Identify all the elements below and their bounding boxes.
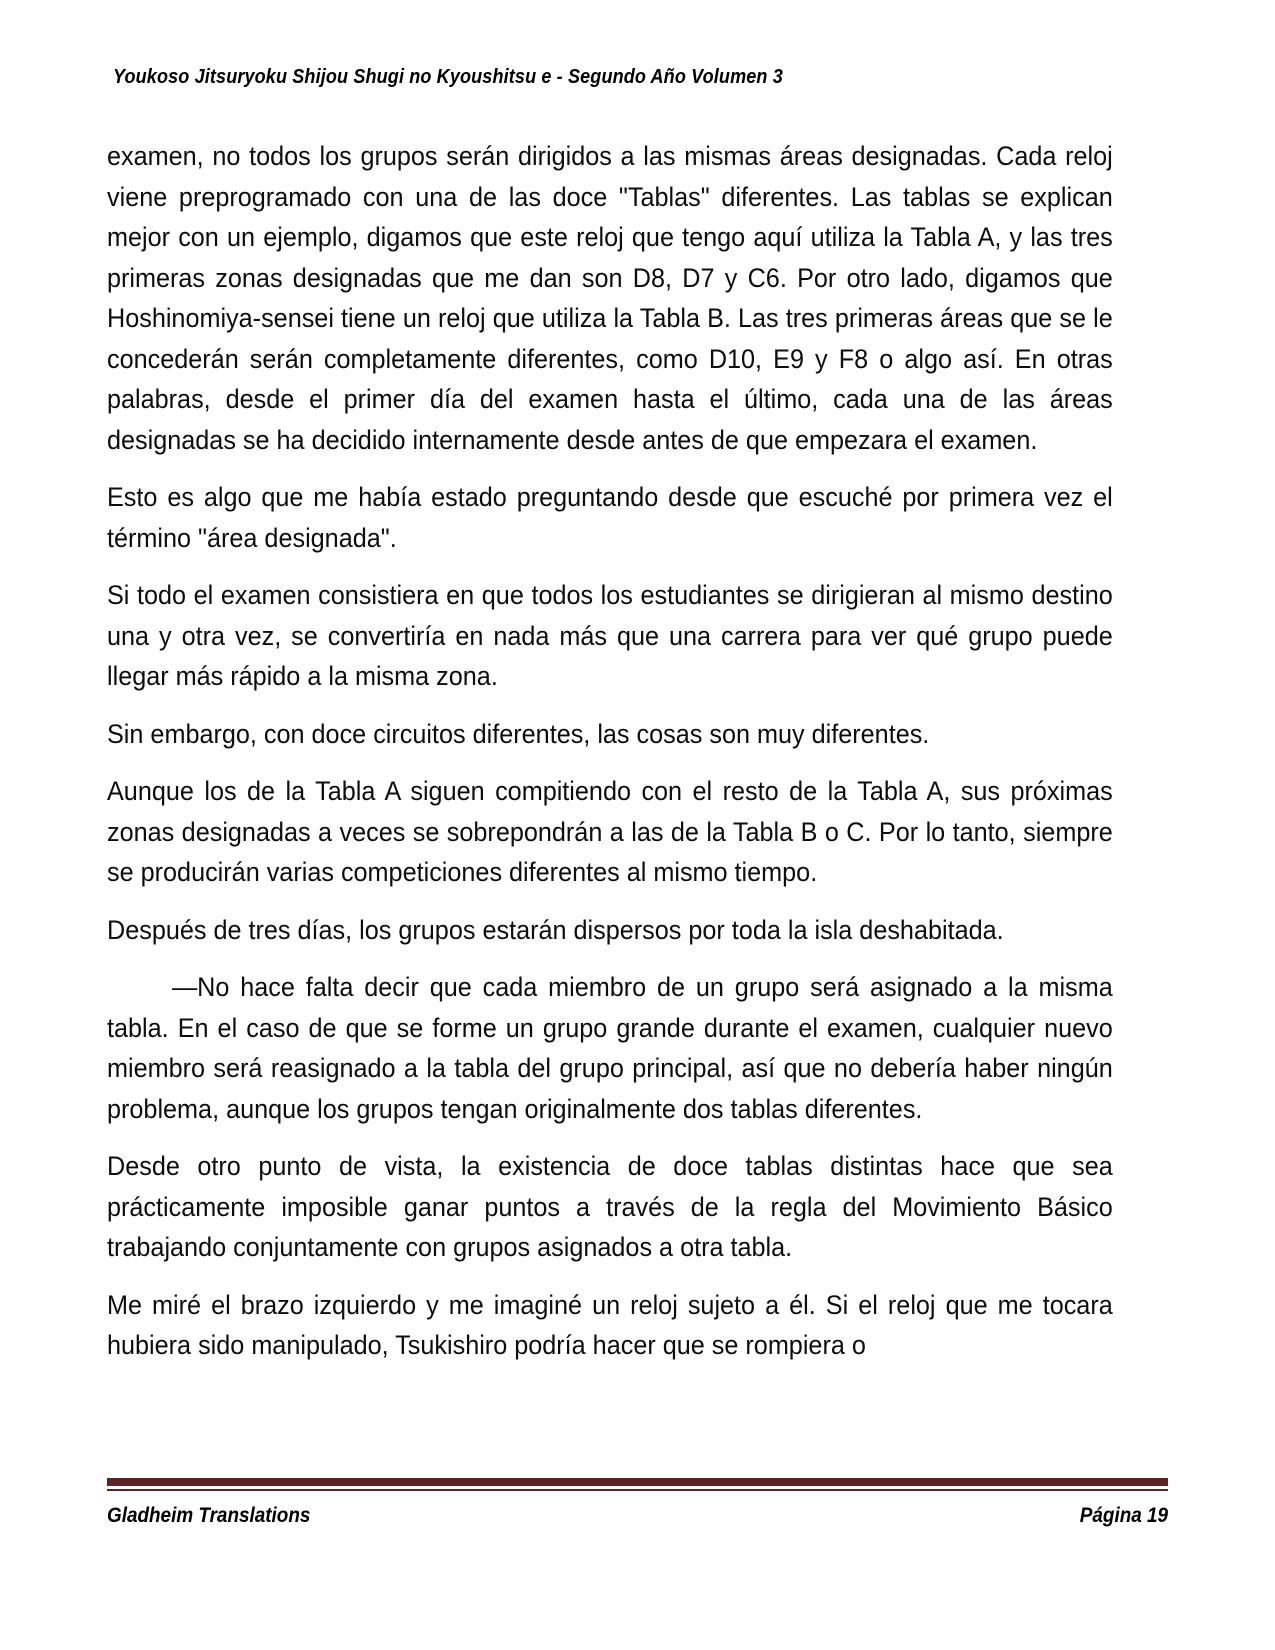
page-header [113, 66, 1162, 100]
body-paragraph: Me miré el brazo izquierdo y me imaginé un reloj sujeto a él. Si el reloj que me tocara hubiera sido manipulado, Tsukishiro podría hacer que se rompiera o [107, 1289, 1113, 1360]
footer-content [107, 1504, 1168, 1528]
body-paragraph: Aunque los de la Tabla A siguen compitiendo con el resto de la Tabla A, sus próximas zonas designadas a veces se sobrepondrán a las de la Tabla B o C. Por lo tanto, siempre se producirán varias competiciones diferentes al mismo tiempo. [107, 776, 1113, 887]
page-body [107, 136, 1113, 1366]
footer-page-number: Página 19 [1079, 1504, 1168, 1527]
body-paragraph: Desde otro punto de vista, la existencia de doce tablas distintas hace que sea prácticamente imposible ganar puntos a través de la regla del Movimiento Básico trabajando conjuntamente con grupos asignados a otra tabla. [107, 1151, 1113, 1262]
body-paragraph: examen, no todos los grupos serán dirigidos a las mismas áreas designadas. Cada reloj viene preprogramado con una de las doce "Tablas" diferentes. Las tablas se explican mejor con un ejemplo, digamos que este reloj que tengo aquí utiliza la Tabla A, y las tres primeras zonas designadas que me dan son D8, D7 y C6. Por otro lado, digamos que Hoshinomiya-sensei tiene un reloj que utiliza la Tabla B. Las tres primeras áreas que se le concederán serán completamente diferentes, como D10, E9 y F8 o algo así. En otras palabras, desde el primer día del examen hasta el último, cada una de las áreas designadas se ha decidido internamente desde antes de que empezara el examen. [107, 141, 1113, 455]
page-footer [107, 1478, 1168, 1528]
body-paragraph: Después de tres días, los grupos estarán dispersos por toda la isla deshabitada. [107, 914, 1004, 945]
footer-rule-thin [107, 1489, 1168, 1491]
footer-translator-credit: Gladheim Translations [107, 1504, 311, 1527]
header-title: Youkoso Jitsuryoku Shijou Shugi no Kyoushitsu e - Segundo Año Volumen 3 [113, 65, 783, 88]
body-paragraph-dialogue: —No hace falta decir que cada miembro de un grupo será asignado a la misma tabla. En el caso de que se forme un grupo grande durante el examen, cualquier nuevo miembro será reasignado a la tabla del grupo principal, así que no debería haber ningún problema, aunque los grupos tengan originalmente dos tablas diferentes. [107, 972, 1113, 1124]
body-paragraph: Esto es algo que me había estado preguntando desde que escuché por primera vez el término "área designada". [107, 482, 1113, 553]
body-paragraph: Si todo el examen consistiera en que todos los estudiantes se dirigieran al mismo destino una y otra vez, se convertiría en nada más que una carrera para ver qué grupo puede llegar más rápido a la misma zona. [107, 580, 1113, 691]
body-paragraph: Sin embargo, con doce circuitos diferentes, las cosas son muy diferentes. [107, 718, 930, 749]
footer-rule-thick [107, 1478, 1168, 1486]
